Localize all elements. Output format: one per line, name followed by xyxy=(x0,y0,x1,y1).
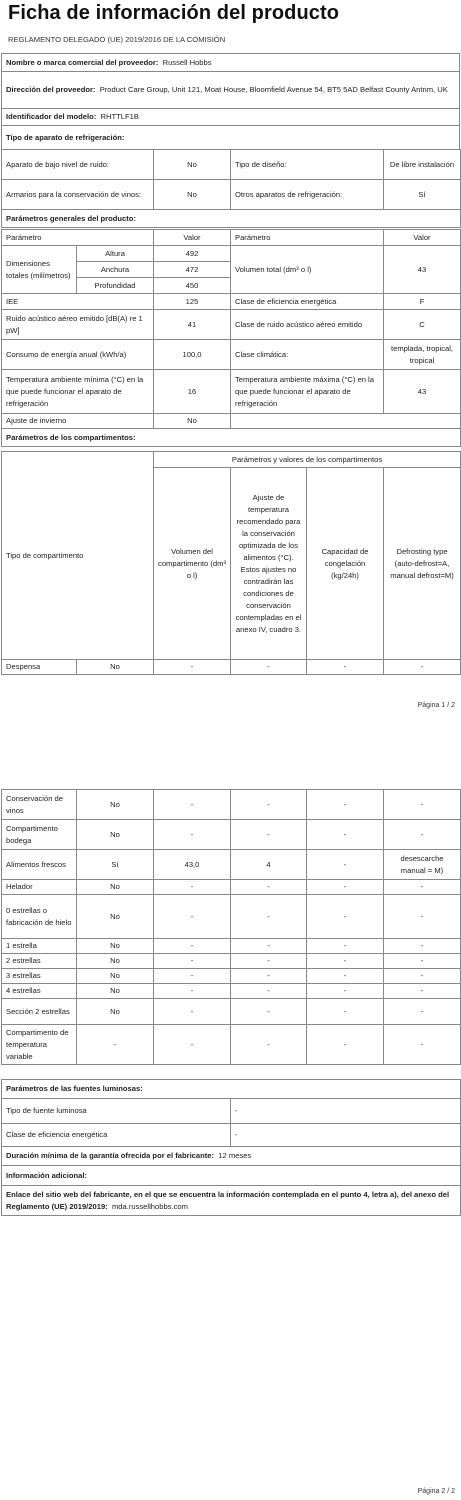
annual-energy-value: 100,0 xyxy=(154,340,231,370)
appliance-type-table xyxy=(1,149,461,228)
compartment-present: No xyxy=(77,984,154,999)
compartment-temp: 4 xyxy=(231,850,307,880)
compartment-temp: - xyxy=(231,895,307,939)
compartment-freeze: - xyxy=(307,984,384,999)
light-source-type-label: Tipo de fuente luminosa xyxy=(2,1099,231,1124)
compartment-temp: - xyxy=(231,660,307,675)
compartment-defrost: - xyxy=(384,969,461,984)
table-row xyxy=(2,1025,461,1065)
compartments-table-p2 xyxy=(1,789,461,1065)
climate-class-value: templada, tropical, tropical xyxy=(384,340,461,370)
compartment-name: 1 estrella xyxy=(2,939,77,954)
compartment-freeze: - xyxy=(307,939,384,954)
compartment-name: Compartimento de temperatura variable xyxy=(2,1025,77,1065)
annual-energy-label: Consumo de energía anual (kWh/a) xyxy=(2,340,154,370)
page-number: Página 2 / 2 xyxy=(417,1488,455,1495)
supplier-table xyxy=(1,53,460,150)
compartment-defrost: - xyxy=(384,939,461,954)
design-type-label: Tipo de diseño: xyxy=(231,150,384,180)
dimensions-label: Dimensiones totales (milímetros) xyxy=(2,246,77,294)
compartment-volume: - xyxy=(154,1025,231,1065)
supplier-address-label: Dirección del proveedor: xyxy=(6,85,96,94)
table-row xyxy=(2,895,461,939)
table-row xyxy=(2,969,461,984)
compartment-volume: - xyxy=(154,984,231,999)
compartment-volume: 43,0 xyxy=(154,850,231,880)
compartment-volume: - xyxy=(154,954,231,969)
compartment-present: - xyxy=(77,1025,154,1065)
light-source-type-value: - xyxy=(231,1099,461,1124)
noise-value: 41 xyxy=(154,310,231,340)
supplier-name-row xyxy=(2,54,460,72)
value-header: Valor xyxy=(154,230,231,246)
compartment-name: Sección 2 estrellas xyxy=(2,999,77,1025)
compartment-freeze: - xyxy=(307,999,384,1025)
compartment-name: 3 estrellas xyxy=(2,969,77,984)
light-source-title: Parámetros de las fuentes luminosas: xyxy=(2,1080,461,1099)
width-label: Anchura xyxy=(77,262,154,278)
compartment-freeze: - xyxy=(307,1025,384,1065)
manufacturer-link-row xyxy=(2,1186,461,1216)
min-temp-label: Temperatura ambiente mínima (°C) en la que puede funcionar el aparato de refrigeración xyxy=(2,370,154,414)
page-1 xyxy=(0,0,461,714)
compartment-freeze: - xyxy=(307,954,384,969)
compartment-present: No xyxy=(77,880,154,895)
compartment-temp: - xyxy=(231,969,307,984)
compartment-freeze: - xyxy=(307,820,384,850)
wine-cabinet-label: Armarios para la conservación de vinos: xyxy=(2,180,154,210)
depth-value: 450 xyxy=(154,278,231,294)
compartment-temp: - xyxy=(231,820,307,850)
total-volume-value: 43 xyxy=(384,246,461,294)
compartment-temp: - xyxy=(231,999,307,1025)
compartment-temp: - xyxy=(231,939,307,954)
light-class-value: - xyxy=(231,1124,461,1147)
page-title: Ficha de información del producto xyxy=(8,2,340,24)
noise-class-value: C xyxy=(384,310,461,340)
eei-value: 125 xyxy=(154,294,231,310)
compartment-freeze: - xyxy=(307,660,384,675)
warranty-value: 12 meses xyxy=(218,1151,252,1160)
compartment-temp: - xyxy=(231,984,307,999)
compartment-defrost: - xyxy=(384,895,461,939)
compartment-name: Alimentos frescos xyxy=(2,850,77,880)
winter-setting-value: No xyxy=(154,414,231,429)
compartment-name: 0 estrellas o fabricación de hielo xyxy=(2,895,77,939)
defrost-type-header: Defrosting type (auto-defrost=A, manual defrost=M) xyxy=(384,468,461,660)
winter-setting-label: Ajuste de invierno xyxy=(2,414,154,429)
height-value: 492 xyxy=(154,246,231,262)
compartment-defrost: - xyxy=(384,790,461,820)
compartments-table-p1 xyxy=(1,451,461,675)
table-row xyxy=(2,660,461,675)
compartment-freeze: - xyxy=(307,850,384,880)
compartment-defrost: desescarche manual = M) xyxy=(384,850,461,880)
compartment-defrost: - xyxy=(384,1025,461,1065)
low-noise-label: Aparato de bajo nivel de ruido: xyxy=(2,150,154,180)
compartment-temp: - xyxy=(231,954,307,969)
general-params-title: Parámetros generales del producto: xyxy=(2,210,461,228)
noise-class-label: Clase de ruido acústico aéreo emitido xyxy=(231,310,384,340)
max-temp-value: 43 xyxy=(384,370,461,414)
compartment-temp: - xyxy=(231,790,307,820)
compartment-volume: - xyxy=(154,820,231,850)
model-label: Identificador del modelo: xyxy=(6,112,97,121)
compartment-present: No xyxy=(77,895,154,939)
table-row xyxy=(2,820,461,850)
compartment-present: No xyxy=(77,969,154,984)
compartments-title: Parámetros de los compartimentos: xyxy=(2,429,461,447)
width-value: 472 xyxy=(154,262,231,278)
low-noise-value: No xyxy=(154,150,231,180)
compartment-type-header: Tipo de compartimento xyxy=(2,452,154,660)
table-row xyxy=(2,790,461,820)
compartment-params-header: Parámetros y valores de los compartimentos xyxy=(154,452,461,468)
warranty-row xyxy=(2,1147,461,1166)
supplier-address-row xyxy=(2,72,460,109)
table-row xyxy=(2,850,461,880)
compartment-present: No xyxy=(77,999,154,1025)
param-header-right: Parámetro xyxy=(231,230,384,246)
compartment-defrost: - xyxy=(384,660,461,675)
supplier-address: Product Care Group, Unit 121, Moat House, Bloomfield Avenue 54, BT5 5AD Belfast County Antrim, UK xyxy=(99,85,448,94)
table-row xyxy=(2,984,461,999)
temp-setting-header: Ajuste de temperatura recomendado para la conservación optimizada de los alimentos (°C). Estos ajustes no contradirán las condiciones de conservación contempladas en el anexo IV, cuadro 3. xyxy=(231,468,307,660)
other-appliances-label: Otros aparatos de refrigeración: xyxy=(231,180,384,210)
compartment-name: Helador xyxy=(2,880,77,895)
supplier-name: Russell Hobbs xyxy=(162,57,212,67)
compartment-temp: - xyxy=(231,1025,307,1065)
height-label: Altura xyxy=(77,246,154,262)
supplier-name-label: Nombre o marca comercial del proveedor: xyxy=(6,57,159,67)
compartment-defrost: - xyxy=(384,820,461,850)
compartment-volume: - xyxy=(154,790,231,820)
compartment-present: No xyxy=(77,660,154,675)
volume-header: Volumen del compartimento (dm³ o l) xyxy=(154,468,231,660)
table-row xyxy=(2,954,461,969)
compartment-present: No xyxy=(77,954,154,969)
compartment-freeze: - xyxy=(307,790,384,820)
light-source-table xyxy=(1,1079,461,1216)
wine-cabinet-value: No xyxy=(154,180,231,210)
compartment-defrost: - xyxy=(384,984,461,999)
noise-label: Ruido acústico aéreo emitido [dB(A) re 1 pW] xyxy=(2,310,154,340)
value-header-right: Valor xyxy=(384,230,461,246)
compartment-present: No xyxy=(77,790,154,820)
param-header: Parámetro xyxy=(2,230,154,246)
energy-class-value: F xyxy=(384,294,461,310)
other-appliances-value: Sí xyxy=(384,180,461,210)
depth-label: Profundidad xyxy=(77,278,154,294)
compartment-volume: - xyxy=(154,969,231,984)
compartment-present: Sí xyxy=(77,850,154,880)
additional-info-title: Información adicional: xyxy=(2,1166,461,1186)
compartment-freeze: - xyxy=(307,895,384,939)
regulation-subtitle: REGLAMENTO DELEGADO (UE) 2019/2016 DE LA COMISIÓN xyxy=(8,35,226,44)
compartment-temp: - xyxy=(231,880,307,895)
light-class-label: Clase de eficiencia energética xyxy=(2,1124,231,1147)
compartment-freeze: - xyxy=(307,880,384,895)
manufacturer-link[interactable]: mda.russellhobbs.com xyxy=(111,1201,188,1211)
table-row xyxy=(2,939,461,954)
freezing-capacity-header: Capacidad de congelación (kg/24h) xyxy=(307,468,384,660)
compartment-name: 2 estrellas xyxy=(2,954,77,969)
compartment-defrost: - xyxy=(384,954,461,969)
eei-label: IEE xyxy=(2,294,154,310)
table-row xyxy=(2,999,461,1025)
compartment-volume: - xyxy=(154,939,231,954)
min-temp-value: 16 xyxy=(154,370,231,414)
compartment-volume: - xyxy=(154,880,231,895)
model-row xyxy=(2,109,460,126)
manufacturer-link-label: Enlace del sitio web del fabricante, en el que se encuentra la información contemplada en el punto 4, letra a), del anexo del Reglamento (UE) 2019/2019: xyxy=(6,1189,450,1211)
total-volume-label: Volumen total (dm³ o l) xyxy=(231,246,384,294)
page-2 xyxy=(0,788,461,1500)
table-row xyxy=(2,880,461,895)
compartment-present: No xyxy=(77,939,154,954)
page-number: Página 1 / 2 xyxy=(417,702,455,709)
design-type-value: De libre instalación xyxy=(384,150,461,180)
compartment-volume: - xyxy=(154,999,231,1025)
compartment-name: Conservación de vinos xyxy=(2,790,77,820)
compartment-volume: - xyxy=(154,660,231,675)
energy-class-label: Clase de eficiencia energética xyxy=(231,294,384,310)
climate-class-label: Clase climática: xyxy=(231,340,384,370)
warranty-label: Duración mínima de la garantía ofrecida por el fabricante: xyxy=(6,1151,215,1160)
appliance-type-title: Tipo de aparato de refrigeración: xyxy=(2,126,460,150)
compartment-freeze: - xyxy=(307,969,384,984)
compartment-defrost: - xyxy=(384,999,461,1025)
compartment-name: 4 estrellas xyxy=(2,984,77,999)
compartment-present: No xyxy=(77,820,154,850)
general-params-table xyxy=(1,229,461,447)
max-temp-label: Temperatura ambiente máxima (°C) en la que puede funcionar el aparato de refrigeración xyxy=(231,370,384,414)
compartment-name: Compartimento bodega xyxy=(2,820,77,850)
compartment-name: Despensa xyxy=(2,660,77,675)
model-identifier: RHTTLF1B xyxy=(100,112,139,121)
compartment-defrost: - xyxy=(384,880,461,895)
compartment-volume: - xyxy=(154,895,231,939)
